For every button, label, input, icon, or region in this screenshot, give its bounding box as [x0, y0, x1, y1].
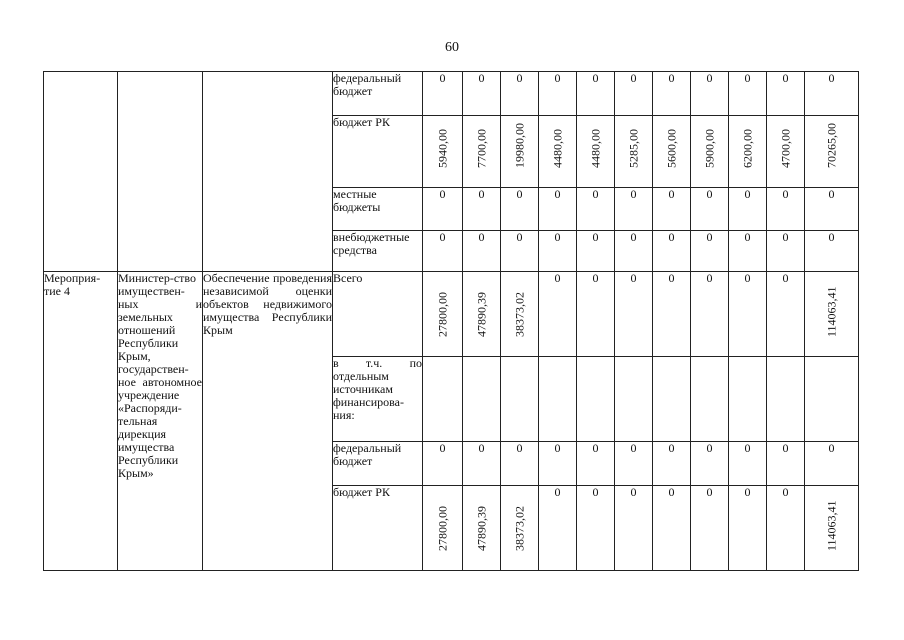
value-cell: 0: [577, 231, 615, 272]
value-cell: 38373,02: [501, 486, 539, 571]
value-cell: 38373,02: [501, 272, 539, 357]
value-cell: 0: [691, 188, 729, 231]
value-cell: 0: [805, 188, 859, 231]
value-cell: 0: [423, 188, 463, 231]
table-row: [44, 272, 859, 357]
value-cell: 0: [577, 72, 615, 116]
value-cell: 5900,00: [691, 116, 729, 188]
value-cell: 0: [501, 442, 539, 486]
value-cell: 0: [615, 442, 653, 486]
event-label: Мероприя-тие 4: [44, 272, 118, 571]
funding-table: [43, 71, 859, 571]
source-label: внебюджетные средства: [333, 231, 423, 272]
value-cell: 0: [463, 188, 501, 231]
value-cell: 47890,39: [463, 272, 501, 357]
page-number: 60: [445, 40, 459, 55]
table-row: [44, 72, 859, 116]
value-cell: 0: [615, 188, 653, 231]
value-cell: 0: [539, 72, 577, 116]
executor-cell-empty: [118, 72, 203, 272]
value-cell: 0: [501, 188, 539, 231]
value-cell: [423, 357, 463, 442]
value-cell: 0: [729, 231, 767, 272]
value-cell: [577, 357, 615, 442]
value-cell: [463, 357, 501, 442]
value-cell: [691, 357, 729, 442]
description-cell-empty: [203, 72, 333, 272]
value-cell: 0: [615, 72, 653, 116]
value-cell: 0: [653, 231, 691, 272]
value-cell: [653, 357, 691, 442]
value-cell: 0: [805, 72, 859, 116]
source-label: в т.ч. по отдельным источникам финансирова-ния:: [333, 357, 423, 442]
value-cell: 0: [729, 72, 767, 116]
source-label: Всего: [333, 272, 423, 357]
value-cell: 0: [577, 486, 615, 571]
value-cell: 0: [653, 272, 691, 357]
value-cell: [539, 357, 577, 442]
value-cell: 70265,00: [805, 116, 859, 188]
value-cell: 0: [691, 486, 729, 571]
value-cell: 0: [767, 442, 805, 486]
source-label: федеральный бюджет: [333, 72, 423, 116]
value-cell: 0: [767, 72, 805, 116]
value-cell: [805, 357, 859, 442]
source-label: местные бюджеты: [333, 188, 423, 231]
value-cell: 0: [653, 72, 691, 116]
value-cell: 0: [729, 442, 767, 486]
value-cell: 19980,00: [501, 116, 539, 188]
value-cell: 0: [767, 272, 805, 357]
value-cell: 0: [767, 188, 805, 231]
value-cell: 0: [423, 72, 463, 116]
value-cell: 0: [539, 231, 577, 272]
value-cell: 0: [539, 442, 577, 486]
value-cell: 0: [615, 486, 653, 571]
value-cell: 0: [463, 72, 501, 116]
value-cell: 0: [729, 486, 767, 571]
value-cell: [767, 357, 805, 442]
value-cell: 0: [423, 442, 463, 486]
value-cell: 0: [577, 188, 615, 231]
value-cell: 0: [691, 442, 729, 486]
value-cell: 4480,00: [539, 116, 577, 188]
value-cell: [501, 357, 539, 442]
value-cell: 0: [729, 188, 767, 231]
description-text: Обеспечение проведения независимой оценки объектов недвижимого имущества Республики Крым: [203, 272, 333, 571]
value-cell: 0: [805, 442, 859, 486]
value-cell: [729, 357, 767, 442]
value-cell: 0: [691, 272, 729, 357]
value-cell: 114063,41: [805, 486, 859, 571]
value-cell: 0: [615, 272, 653, 357]
value-cell: 4480,00: [577, 116, 615, 188]
source-label: бюджет РК: [333, 116, 423, 188]
value-cell: 0: [653, 486, 691, 571]
value-cell: 27800,00: [423, 486, 463, 571]
value-cell: 0: [501, 72, 539, 116]
value-cell: 27800,00: [423, 272, 463, 357]
value-cell: 0: [729, 272, 767, 357]
value-cell: 0: [577, 272, 615, 357]
value-cell: 0: [653, 188, 691, 231]
value-cell: 0: [653, 442, 691, 486]
value-cell: 47890,39: [463, 486, 501, 571]
value-cell: 0: [539, 188, 577, 231]
value-cell: 0: [463, 231, 501, 272]
value-cell: 0: [539, 486, 577, 571]
value-cell: 0: [767, 486, 805, 571]
value-cell: 0: [767, 231, 805, 272]
value-cell: 6200,00: [729, 116, 767, 188]
value-cell: 0: [501, 231, 539, 272]
source-label: федеральный бюджет: [333, 442, 423, 486]
executor-text: Министер-ство имуществен-ных и земельных отношений Республики Крым, государствен-ное автономное учреждение «Распоряди-тельная дирекция имущества Республики Крым»: [118, 272, 203, 571]
value-cell: 7700,00: [463, 116, 501, 188]
value-cell: 4700,00: [767, 116, 805, 188]
value-cell: 0: [691, 72, 729, 116]
value-cell: 0: [423, 231, 463, 272]
value-cell: 0: [691, 231, 729, 272]
source-label: бюджет РК: [333, 486, 423, 571]
event-cell-empty: [44, 72, 118, 272]
value-cell: 114063,41: [805, 272, 859, 357]
value-cell: 0: [577, 442, 615, 486]
value-cell: 0: [463, 442, 501, 486]
value-cell: 5285,00: [615, 116, 653, 188]
value-cell: 5600,00: [653, 116, 691, 188]
value-cell: 5940,00: [423, 116, 463, 188]
value-cell: 0: [615, 231, 653, 272]
value-cell: [615, 357, 653, 442]
value-cell: 0: [805, 231, 859, 272]
value-cell: 0: [539, 272, 577, 357]
